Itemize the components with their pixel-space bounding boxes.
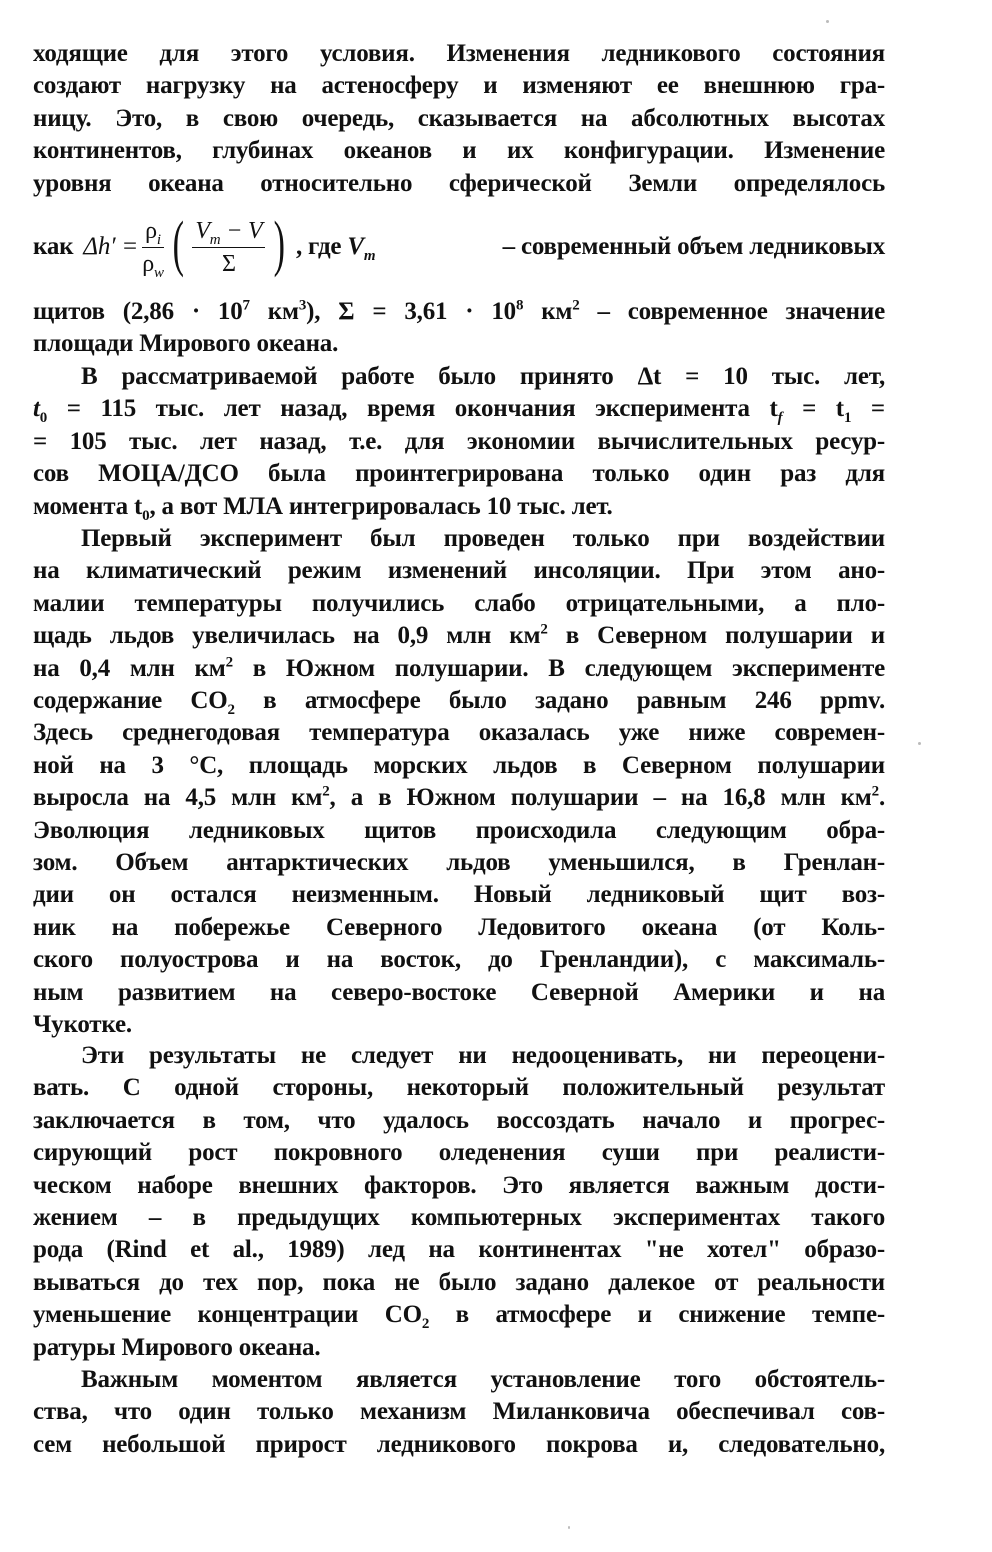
paragraph-1	[33, 38, 885, 200]
text-line: момента $t_0$, а вот МЛА интегрировалась 10 тыс. лет.	[33, 492, 613, 524]
text-line: ник на побережье Северного Ледовитого океана (от Коль-	[33, 913, 885, 941]
text-line: ницу. Это, в свою очередь, сказывается на абсолютных высотах	[33, 104, 885, 132]
density-fraction	[142, 217, 164, 281]
text-line: Эти результаты не следует ни недооценивать, ни переоцени-	[81, 1042, 885, 1069]
rho-w: ρ	[142, 250, 154, 277]
sea-level-formula	[83, 210, 290, 281]
text-line: ной на 3 °С, площадь морских льдов в Северном полушарии	[33, 751, 885, 779]
num-rest: − V	[220, 217, 263, 244]
text-line: ходящие для этого условия. Изменения ледникового состояния	[33, 40, 885, 67]
tail-v: V	[347, 232, 364, 260]
paragraph-5	[33, 1364, 885, 1461]
scan-speck	[568, 1526, 570, 1529]
text-line: выросла на 4,5 млн $км^2$, а в Южном полушарии – на 16,8 млн $км^2$.	[33, 783, 885, 812]
scan-speck	[826, 20, 829, 23]
text-line: сирующий рост покровного оледенения суши при реалисти-	[33, 1139, 885, 1167]
text-line: на климатический режим изменений инсоляции. При этом ано-	[33, 557, 885, 585]
text-line: вываться до тех пор, пока не было задано далекое от реальности	[33, 1268, 885, 1296]
text-line: ным развитием на северо-востоке Северной Америки и на	[33, 978, 885, 1006]
text-line: вать. С одной стороны, некоторый положительный результат	[33, 1074, 885, 1102]
text-line: В рассматриваемой работе было принято Δt = 10 тыс. лет,	[81, 363, 885, 390]
text-line: Чукотке.	[33, 1011, 132, 1039]
rho-w-sub: w	[153, 264, 164, 281]
text-line: Эволюция ледниковых щитов происходила следующим обра-	[33, 816, 885, 844]
scan-speck	[918, 742, 921, 745]
tail-text-1: , где	[295, 232, 342, 260]
paragraph-2	[33, 361, 885, 523]
text-line: создают нагрузку на астеносферу и изменяют ее внешнюю гра-	[33, 72, 885, 100]
text-line: Здесь среднегодовая температура оказалась уже ниже современ-	[33, 719, 885, 747]
sigma-symbol: Σ	[222, 250, 236, 277]
formula-lhs: Δh′ =	[83, 232, 139, 260]
text-line: континентов, глубинах океанов и их конфигурации. Изменение	[33, 137, 885, 165]
text-line: содержание $СО_2$ в атмосфере было задано равным 246 ppmv.	[33, 687, 885, 719]
volume-fraction	[192, 217, 265, 278]
text-line: ратуры Мирового океана.	[33, 1333, 321, 1361]
text-line: рода (Rind et al., 1989) лед на континентах "не хотел" образо-	[33, 1236, 885, 1264]
v-symbol: V	[195, 217, 210, 244]
text-line: на 0,4 млн $км^2$ в Южном полушарии. В следующем эксперименте	[33, 654, 885, 682]
text-line: ческом наборе внешних факторов. Это является важным дости-	[33, 1171, 885, 1199]
text-line: Первый эксперимент был проведен только при воздействии	[81, 525, 885, 552]
text-line: Важным моментом является установление того обстоятель-	[81, 1366, 885, 1393]
left-paren: (	[172, 210, 184, 278]
paragraph-3	[33, 523, 885, 1042]
tail-v-sub: m	[363, 247, 376, 264]
text-line: = 105 тыс. лет назад, т.е. для экономии вычислительных ресур-	[33, 427, 885, 455]
text-line: сов МОЦА/ДСО была проинтегрирована только один раз для	[33, 460, 885, 488]
text-line: жением – в предыдущих компьютерных экспериментах такого	[33, 1204, 885, 1232]
text-line: площади Мирового океана.	[33, 330, 339, 358]
v-sub: m	[209, 231, 221, 248]
formula-line	[33, 204, 885, 290]
text-line: сем небольшой прирост ледникового покрова и, следовательно,	[33, 1430, 885, 1458]
formula-lead: как	[33, 232, 74, 260]
text-line: $t_0 = 115$ тыс. лет назад, время окончания эксперимента $t_f = t_1$ =	[33, 395, 885, 427]
paragraph-4	[33, 1040, 885, 1364]
rho-i-sub: i	[156, 231, 161, 248]
paragraph-1-continued	[33, 296, 885, 361]
formula-tail	[296, 231, 885, 263]
text-line: щадь льдов увеличилась на 0,9 млн $км^2$ в Северном полушарии и	[33, 621, 885, 650]
tail-text-2: – современный объем ледниковых	[502, 232, 885, 260]
text-line: дии он остался неизменным. Новый ледниковый щит воз-	[33, 881, 885, 909]
text-line: ского полуострова и на восток, до Гренландии), с максималь-	[33, 946, 885, 974]
rho-i: ρ	[145, 217, 157, 244]
text-line: уровня океана относительно сферической Земли определялось	[33, 169, 885, 197]
text-line: щитов ($2,86 \cdot 10^7$ $км^3$), $\Sigma = 3,61 \cdot 10^8$ $км^2$ – современное значение	[33, 297, 885, 325]
text-line: малии температуры получились слабо отрицательными, а пло-	[33, 589, 885, 617]
text-line: уменьшение концентрации $СО_2$ в атмосфере и снижение темпе-	[33, 1301, 885, 1333]
text-line: заключается в том, что удалось воссоздать начало и прогрес-	[33, 1106, 885, 1134]
text-line: зом. Объем антарктических льдов уменьшился, в Гренлан-	[33, 849, 885, 877]
text-line: ства, что один только механизм Миланковича обеспечивал сов-	[33, 1398, 885, 1426]
right-paren: )	[274, 210, 286, 278]
